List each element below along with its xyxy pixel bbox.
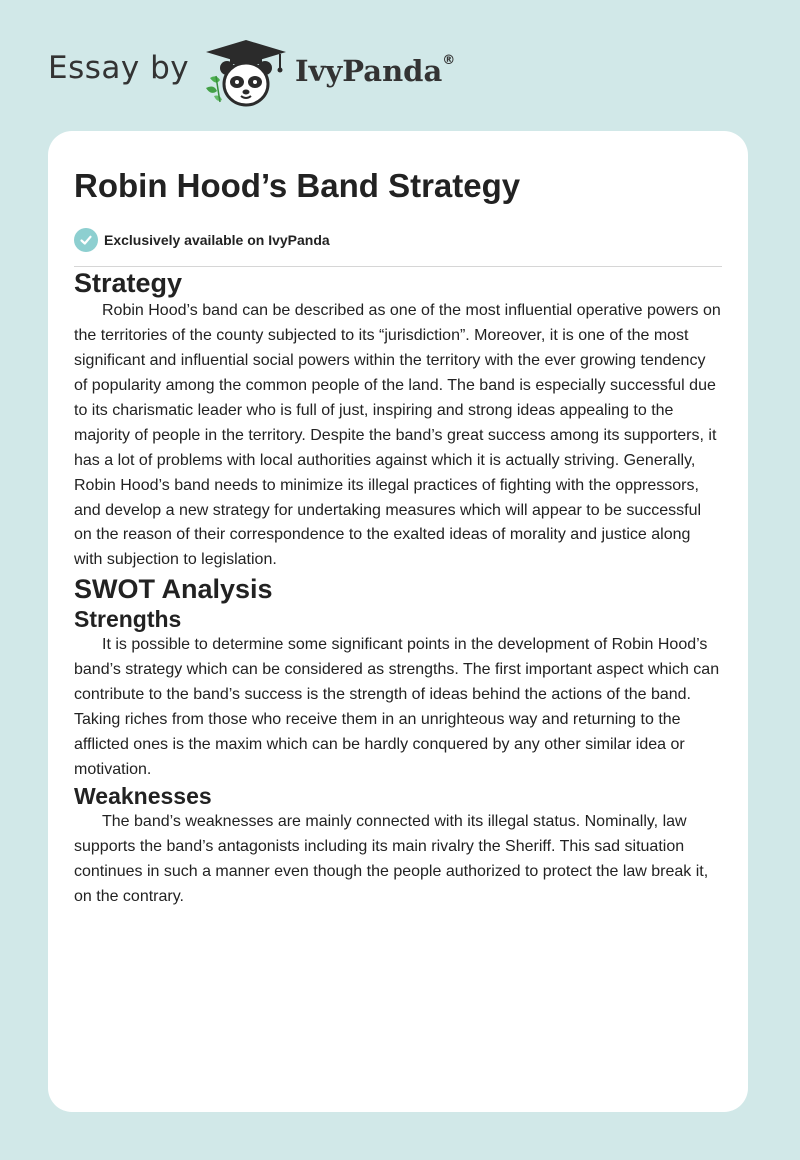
- paragraph-strategy: Robin Hood’s band can be described as one of the most influential operative powers on the territories of the county subjected to its “jurisdiction”. Moreover, it is one of the most significant and influential social powers within the territory with the ever growing tendency of popularity among the common people of the land. The band is especially successful due to its charismatic leader who is full of just, inspiring and strong ideas appealing to the majority of people in the territory. Despite the band’s great success among its supporters, it has a lot of problems with local authorities against which it is actually striving. Generally, Robin Hood’s band needs to minimize its illegal practices of fighting with the oppressors, and develop a new strategy for undertaking measures which will appear to be successful on the reason of their correspondence to the exalted ideas of morality and justice along with subjection to legislation.: [74, 302, 721, 569]
- section-heading-swot: SWOT Analysis: [74, 574, 273, 605]
- subheading-weaknesses: Weaknesses: [74, 782, 212, 809]
- section-heading-strategy: Strategy: [74, 267, 183, 298]
- site-header: [0, 0, 800, 130]
- badge-text: Exclusively available on IvyPanda: [104, 231, 330, 248]
- brand-name: IvyPanda®: [295, 53, 456, 88]
- essay-title: Robin Hood’s Band Strategy: [74, 167, 521, 204]
- subheading-strengths: Strengths: [74, 605, 182, 632]
- ivy-leaf-icon: [206, 76, 222, 102]
- paragraph-weaknesses: The band’s weaknesses are mainly connected with its illegal status. Nominally, law supports the band’s antagonists including its main rivalry the Sheriff. This sad situation continues in such a manner even though the people authorized to protect the law break it, on the contrary.: [74, 813, 709, 906]
- exclusive-badge: [74, 227, 722, 253]
- essay-by-label: Essay by: [48, 50, 190, 86]
- panda-graduate-icon: [200, 36, 292, 110]
- paragraph-strengths: It is possible to determine some significant points in the development of Robin Hood’s band’s strategy which can be considered as strengths. The first important aspect which can contribute to the band’s success is the strength of ideas behind the actions of the band. Taking riches from those who receive them in an unrighteous way and returning to the afflicted ones is the maxim which can be hardly conquered by any other similar idea or motivation.: [74, 636, 720, 778]
- essay-card: [48, 131, 748, 1112]
- checkmark-icon: [74, 228, 98, 252]
- registered-mark: ®: [442, 53, 456, 69]
